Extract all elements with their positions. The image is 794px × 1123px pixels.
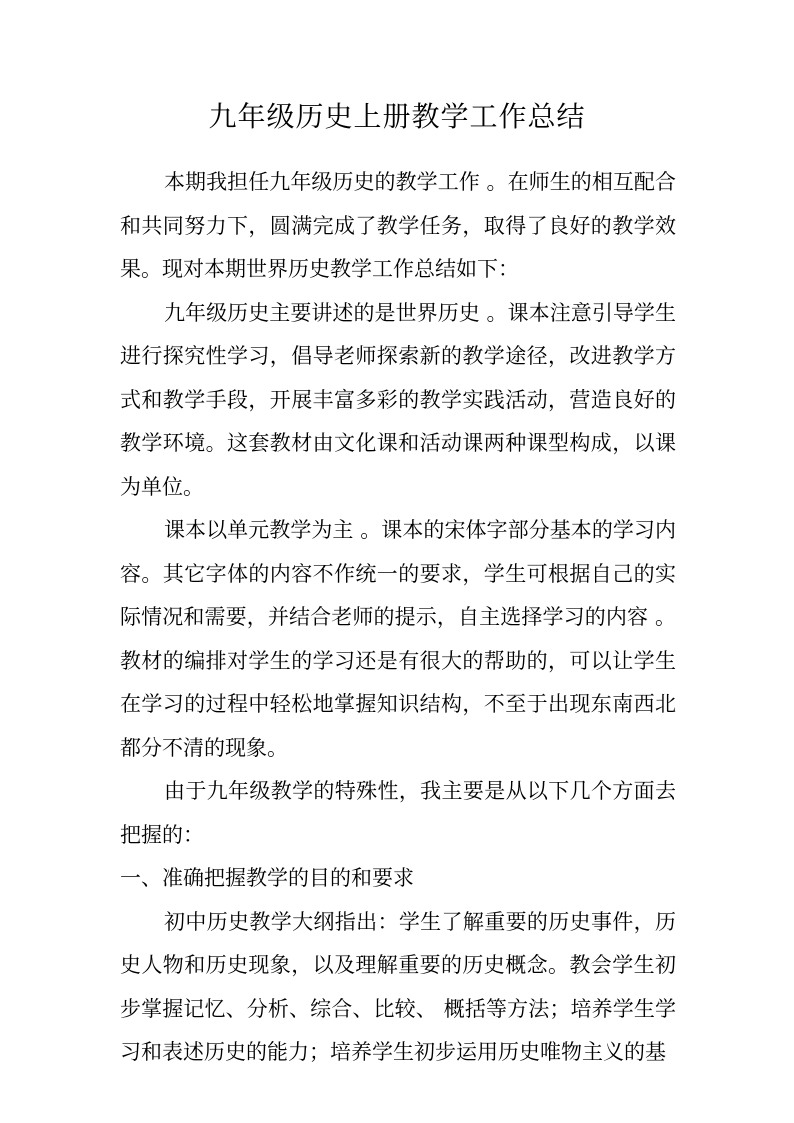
- paragraph-approach-intro: 由于九年级教学的特殊性，我主要是从以下几个方面去把握的：: [120, 779, 676, 847]
- section-heading-1: 一、准确把握教学的目的和要求: [120, 866, 414, 890]
- document-body: [120, 161, 676, 1075]
- paragraph-intro: 本期我担任九年级历史的教学工作 。在师生的相互配合和共同努力下，圆满完成了教学任务，取得了良好的教学效果。现对本期世界历史教学工作总结如下：: [120, 170, 676, 281]
- paragraph-textbook-overview: 九年级历史主要讲述的是世界历史 。课本注意引导学生进行探究性学习，倡导老师探索新的教学途径，改进教学方式和教学手段，开展丰富多彩的教学实践活动，营造良好的教学环境。这套教材由文化课和活动课两种课型构成，以课为单位。: [120, 300, 676, 499]
- paragraph-syllabus: 初中历史教学大纲指出：学生了解重要的历史事件，历史人物和历史现象，以及理解重要的历史概念。教会学生初步掌握记忆、分析、综合、比较、 概括等方法；培养学生学习和表述历史的能力；培养学生初步运用历史唯物主义的基: [120, 909, 676, 1064]
- paragraph-unit-teaching: 课本以单元教学为主 。课本的宋体字部分基本的学习内容。其它字体的内容不作统一的要求，学生可根据自己的实际情况和需要，并结合老师的提示，自主选择学习的内容 。教材的编排对学生的学习还是有很大的帮助的，可以让学生在学习的过程中轻松地掌握知识结构，不至于出现东南西北都分不清的现象。: [120, 518, 676, 760]
- document-title: 九年级历史上册教学工作总结: [208, 100, 586, 133]
